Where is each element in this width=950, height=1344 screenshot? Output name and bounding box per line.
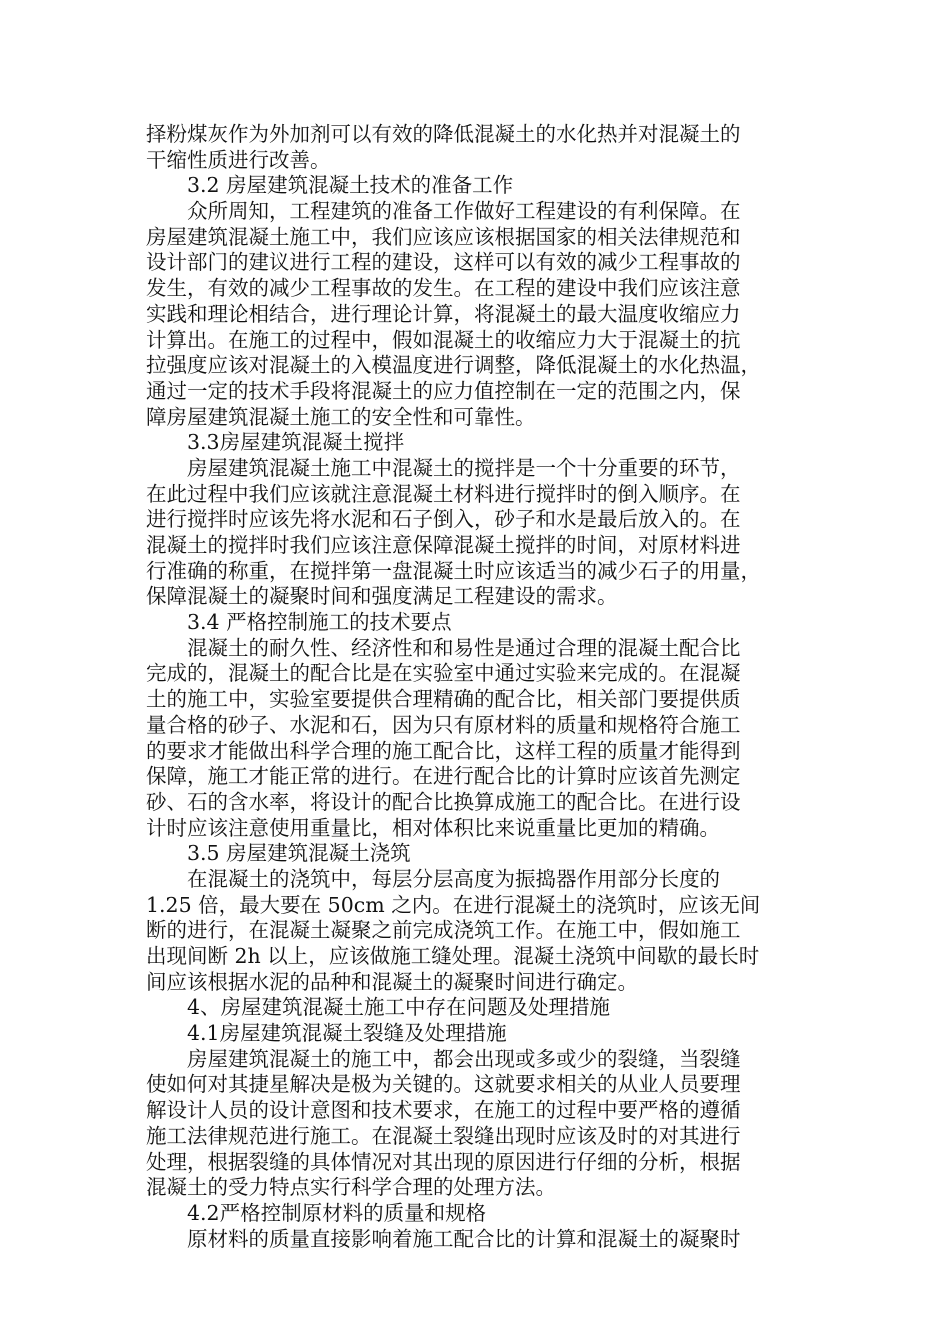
paragraph-line: 房屋建筑混凝土施工中混凝土的搅拌是一个十分重要的环节， [187, 455, 741, 480]
section-heading: 3.2 房屋建筑混凝土技术的准备工作 [187, 173, 514, 198]
paragraph-line: 房屋建筑混凝土施工中，我们应该应该根据国家的相关法律规范和 [146, 224, 741, 249]
paragraph-line: 干缩性质进行改善。 [146, 147, 331, 172]
paragraph-line: 处理，根据裂缝的具体情况对其出现的原因进行仔细的分析，根据 [146, 1149, 741, 1174]
paragraph-line: 量合格的砂子、水泥和石，因为只有原材料的质量和规格符合施工 [146, 712, 741, 737]
paragraph-line: 完成的，混凝土的配合比是在实验室中通过实验来完成的。在混凝 [146, 661, 741, 686]
paragraph-line: 1.25 倍，最大要在 50cm 之内。在进行混凝土的浇筑时，应该无间 [146, 892, 761, 917]
paragraph-line: 计算出。在施工的过程中，假如混凝土的收缩应力大于混凝土的抗 [146, 327, 741, 352]
paragraph-line: 使如何对其捷星解决是极为关键的。这就要求相关的从业人员要理 [146, 1072, 741, 1097]
paragraph-line: 发生，有效的减少工程事故的发生。在工程的建设中我们应该注意 [146, 276, 741, 301]
paragraph-line: 混凝土的受力特点实行科学合理的处理方法。 [146, 1175, 556, 1200]
paragraph-line: 拉强度应该对混凝土的入模温度进行调整，降低混凝土的水化热温， [146, 353, 761, 378]
paragraph-line: 在混凝土的浇筑中，每层分层高度为振捣器作用部分长度的 [187, 866, 720, 891]
paragraph-line: 实践和理论相结合，进行理论计算，将混凝土的最大温度收缩应力 [146, 301, 741, 326]
paragraph-line: 的要求才能做出科学合理的施工配合比，这样工程的质量才能得到 [146, 738, 741, 763]
section-heading: 3.3房屋建筑混凝土搅拌 [187, 430, 405, 455]
paragraph-line: 土的施工中，实验室要提供合理精确的配合比，相关部门要提供质 [146, 687, 741, 712]
paragraph-line: 择粉煤灰作为外加剂可以有效的降低混凝土的水化热并对混凝土的 [146, 122, 741, 146]
paragraph-line: 房屋建筑混凝土的施工中，都会出现或多或少的裂缝，当裂缝 [187, 1046, 741, 1071]
paragraph-line: 混凝土的耐久性、经济性和和易性是通过合理的混凝土配合比 [187, 635, 741, 660]
paragraph-line: 混凝土的搅拌时我们应该注意保障混凝土搅拌的时间，对原材料进 [146, 533, 741, 557]
paragraph-line: 障房屋建筑混凝土施工的安全性和可靠性。 [146, 404, 536, 429]
section-heading: 4.1房屋建筑混凝土裂缝及处理措施 [187, 1021, 507, 1046]
paragraph-line: 保障混凝土的凝聚时间和强度满足工程建设的需求。 [146, 584, 618, 609]
paragraph-line: 解设计人员的设计意图和技术要求，在施工的过程中要严格的遵循 [146, 1098, 741, 1123]
paragraph-line: 进行搅拌时应该先将水泥和石子倒入，砂子和水是最后放入的。在 [146, 507, 741, 532]
paragraph-line: 间应该根据水泥的品种和混凝土的凝聚时间进行确定。 [146, 969, 638, 994]
section-heading: 4.2严格控制原材料的质量和规格 [187, 1200, 487, 1225]
paragraph-line: 通过一定的技术手段将混凝土的应力值控制在一定的范围之内，保 [146, 378, 741, 403]
paragraph-line: 施工法律规范进行施工。在混凝土裂缝出现时应该及时的对其进行 [146, 1123, 741, 1148]
section-heading: 3.5 房屋建筑混凝土浇筑 [187, 841, 411, 866]
section-heading: 3.4 严格控制施工的技术要点 [187, 610, 452, 635]
paragraph-line: 断的进行，在混凝土凝聚之前完成浇筑工作。在施工中，假如施工 [146, 918, 741, 943]
paragraph-line: 设计部门的建议进行工程的建设，这样可以有效的减少工程事故的 [146, 250, 741, 275]
paragraph-line: 砂、石的含水率，将设计的配合比换算成施工的配合比。在进行设 [146, 789, 741, 814]
paragraph-line: 在此过程中我们应该就注意混凝土材料进行搅拌时的倒入顺序。在 [146, 481, 741, 506]
paragraph-line: 保障，施工才能正常的进行。在进行配合比的计算时应该首先测定 [146, 764, 741, 789]
paragraph-line: 众所周知，工程建筑的准备工作做好工程建设的有利保障。在 [187, 199, 741, 224]
paragraph-line: 原材料的质量直接影响着施工配合比的计算和混凝土的凝聚时 [187, 1226, 741, 1251]
section-heading: 4、房屋建筑混凝土施工中存在问题及处理措施 [187, 995, 611, 1020]
paragraph-line: 行准确的称重，在搅拌第一盘混凝土时应该适当的减少石子的用量， [146, 558, 761, 583]
paragraph-line: 计时应该注意使用重量比，相对体积比来说重量比更加的精确。 [146, 815, 720, 840]
document-body [146, 122, 806, 1252]
paragraph-line: 出现间断 2h 以上，应该做施工缝处理。混凝土浇筑中间歇的最长时 [146, 944, 760, 968]
